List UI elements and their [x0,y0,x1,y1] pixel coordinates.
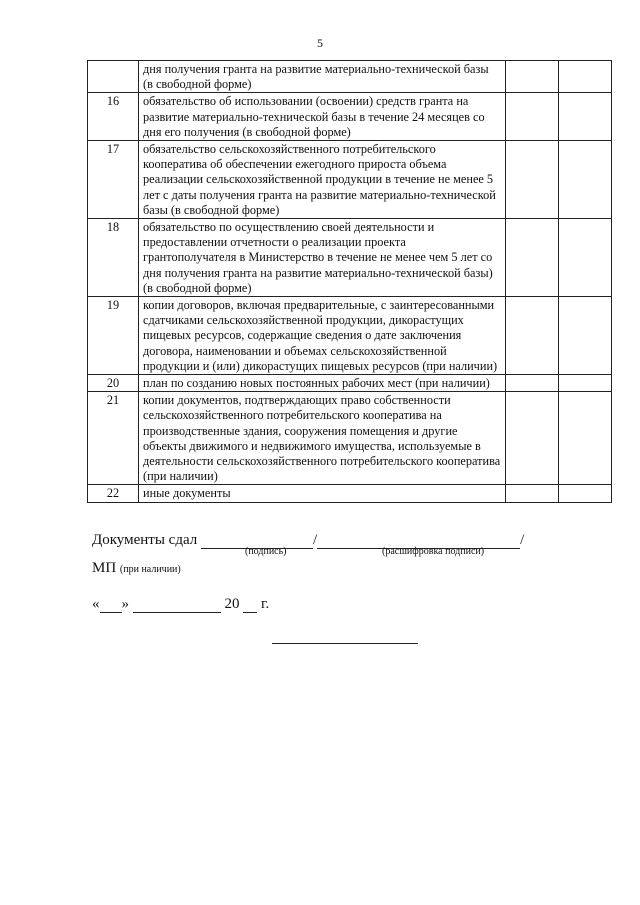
row-text: обязательство об использовании (освоении) средств гранта на развитие материально-технической базы в течение 24 месяцев со дня его получения (в свободной форме) [139,93,506,141]
documents-table [87,60,612,503]
row-note-cell [559,392,612,485]
row-text: копии документов, подтверждающих право собственности сельскохозяйственного потребительского кооператива на производственные здания, сооружения помещения и другие объекты движимого и недвижимого имущества, используемые в деятельности сельскохозяйственного потребительского кооператива (при наличии) [139,392,506,485]
year-suffix: г. [261,596,270,612]
row-note-cell [559,219,612,297]
row-text: дня получения гранта на развитие материально-технической базы (в свободной форме) [139,61,506,93]
row-text: иные документы [139,485,506,502]
row-number: 17 [88,141,139,219]
row-text: обязательство сельскохозяйственного потребительского кооператива об обеспечении ежегодного прироста объема реализации сельскохозяйственной продукции в течение не менее 5 лет с даты получения гранта на развитие материально-технической базы (в свободной форме) [139,141,506,219]
row-text: план по созданию новых постоянных рабочих мест (при наличии) [139,375,506,392]
row-note-cell [559,297,612,375]
signature-caption: (подпись) [245,546,287,557]
signature-separator: / [312,532,318,548]
month-blank [133,598,221,613]
date-quote-close: » [121,596,129,612]
signature-separator-end: / [520,532,525,548]
row-number: 21 [88,392,139,485]
row-number: 19 [88,297,139,375]
row-mark-cell [506,219,559,297]
row-number: 18 [88,219,139,297]
table-row [88,219,612,297]
row-note-cell [559,141,612,219]
page-number: 5 [317,36,323,50]
table-row [88,297,612,375]
year-prefix: 20 [224,596,240,612]
row-number: 16 [88,93,139,141]
row-note-cell [559,61,612,93]
row-mark-cell [506,297,559,375]
table-row [88,392,612,485]
stamp-line [92,560,181,577]
row-note-cell [559,93,612,141]
date-quote-open: « [92,596,100,612]
bottom-rule [272,643,418,644]
row-number: 20 [88,375,139,392]
table-row [88,485,612,502]
row-mark-cell [506,141,559,219]
table-row [88,61,612,93]
row-number: 22 [88,485,139,502]
row-text: копии договоров, включая предварительные, с заинтересованными сдатчиками сельскохозяйственной продукции, дикорастущих пищевых ресурсов, содержащие сведения о дате заключения договора, наименовании и объемах сельскохозяйственной продукции и (или) дикорастущих пищевых ресурсов (при наличии) [139,297,506,375]
stamp-note: (при наличии) [119,564,181,575]
row-mark-cell [506,485,559,502]
row-text: обязательство по осуществлению своей деятельности и предоставлении отчетности о реализации проекта грантополучателя в Министерство в течение не менее чем 5 лет со дня получения гранта на развитие материально-технической базы) (в свободной форме) [139,219,506,297]
table-row [88,141,612,219]
row-number [88,61,139,93]
day-blank [100,598,122,613]
row-mark-cell [506,392,559,485]
table-row [88,93,612,141]
row-mark-cell [506,375,559,392]
signature-label: Документы сдал [92,532,198,548]
table-row [88,375,612,392]
row-note-cell [559,485,612,502]
year-blank [243,598,257,613]
row-note-cell [559,375,612,392]
row-mark-cell [506,61,559,93]
stamp-label: МП [92,560,117,576]
row-mark-cell [506,93,559,141]
date-line [92,596,269,613]
signature-decode-caption: (расшифровка подписи) [382,546,485,557]
